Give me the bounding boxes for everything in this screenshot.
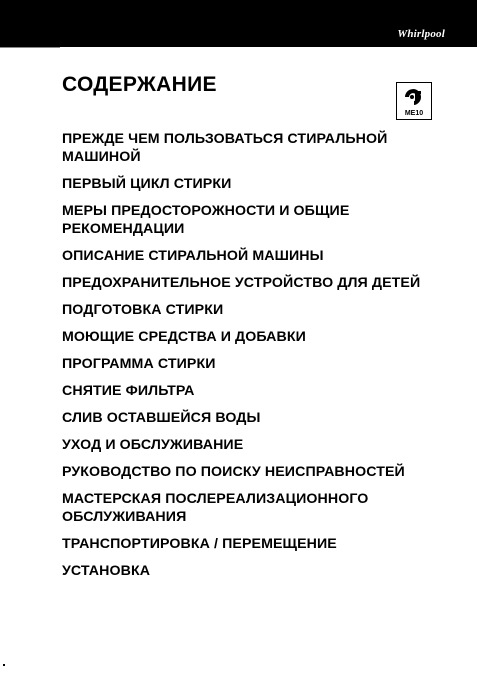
toc-item: УСТАНОВКА <box>62 563 151 579</box>
certification-mark <box>396 82 432 120</box>
certification-code: МЕ10 <box>404 110 424 117</box>
brand-logo: Whirlpool <box>397 28 445 40</box>
toc-item: ПОДГОТОВКА СТИРКИ <box>62 302 224 318</box>
header-rule <box>0 47 60 48</box>
toc-item: УХОД И ОБСЛУЖИВАНИЕ <box>62 437 244 453</box>
toc-item: ПРЕЖДЕ ЧЕМ ПОЛЬЗОВАТЬСЯ СТИРАЛЬНОЙ МАШИНОЙ <box>62 131 388 165</box>
toc-item: МОЮЩИЕ СРЕДСТВА И ДОБАВКИ <box>62 329 306 345</box>
scan-mark <box>3 664 5 666</box>
toc-item: ПРЕДОХРАНИТЕЛЬНОЕ УСТРОЙСТВО ДЛЯ ДЕТЕЙ <box>62 275 421 291</box>
toc-item: РУКОВОДСТВО ПО ПОИСКУ НЕИСПРАВНОСТЕЙ <box>62 464 405 480</box>
toc-item: ТРАНСПОРТИРОВКА / ПЕРЕМЕЩЕНИЕ <box>62 536 337 552</box>
toc-item: ОПИСАНИЕ СТИРАЛЬНОЙ МАШИНЫ <box>62 248 324 264</box>
header-band <box>0 0 477 47</box>
table-of-contents <box>62 130 447 589</box>
toc-item: МЕРЫ ПРЕДОСТОРОЖНОСТИ И ОБЩИЕ РЕКОМЕНДАЦИИ <box>62 203 350 237</box>
toc-item: СНЯТИЕ ФИЛЬТРА <box>62 383 195 399</box>
toc-item: СЛИВ ОСТАВШЕЙСЯ ВОДЫ <box>62 410 261 426</box>
toc-item: ПРОГРАММА СТИРКИ <box>62 356 216 372</box>
rst-certification-icon <box>402 86 426 108</box>
toc-item: МАСТЕРСКАЯ ПОСЛЕРЕАЛИЗАЦИОННОГО ОБСЛУЖИВАНИЯ <box>62 491 369 525</box>
toc-item: ПЕРВЫЙ ЦИКЛ СТИРКИ <box>62 176 232 192</box>
page-title: СОДЕРЖАНИЕ <box>62 73 217 96</box>
